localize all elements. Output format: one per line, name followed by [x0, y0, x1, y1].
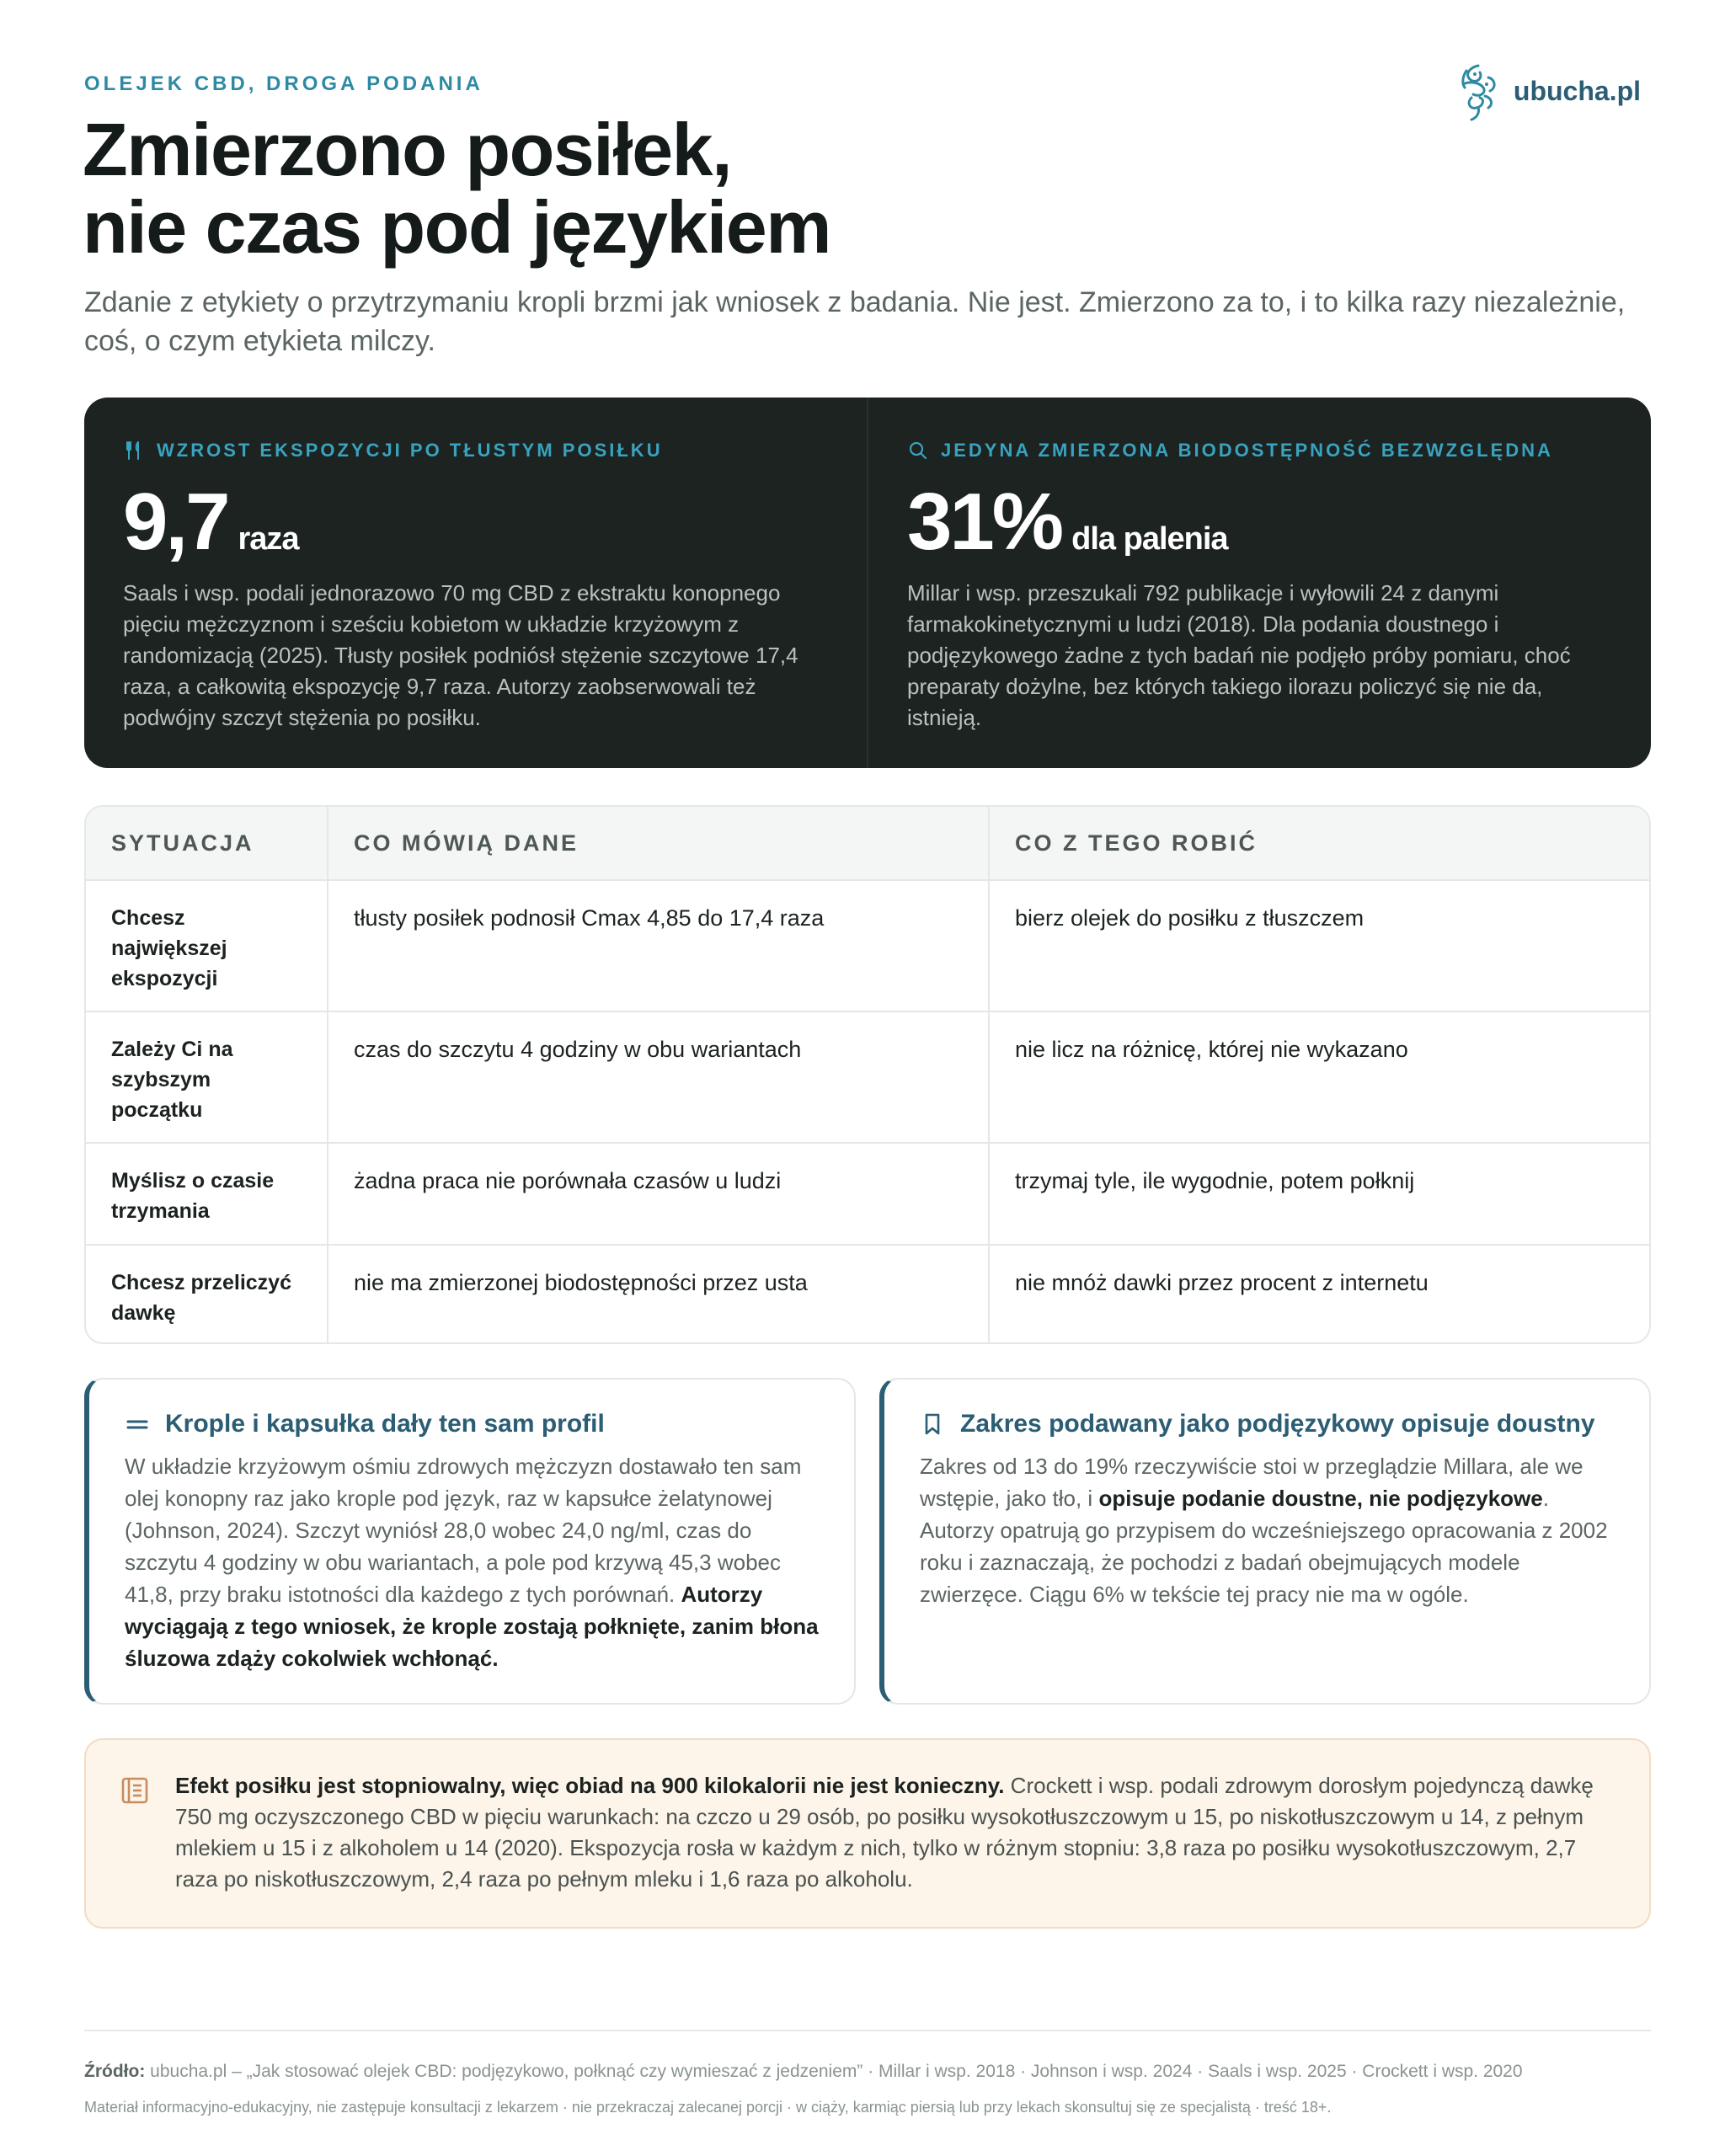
- stat-unit: dla palenia: [1071, 521, 1228, 557]
- brand-logo[interactable]: [1455, 59, 1641, 123]
- column-header-data: CO MÓWIĄ DANE: [328, 807, 990, 879]
- page-title: [83, 108, 830, 269]
- search-icon: [907, 440, 929, 462]
- note-lead: Efekt posiłku jest stopniowalny, więc obiad na 900 kilokalorii nie jest konieczny.: [175, 1773, 1005, 1798]
- bookmark-icon: [920, 1412, 945, 1437]
- stat-bioavailability: [867, 398, 1651, 768]
- table-cell-data: żadna praca nie porównała czasów u ludzi: [328, 1144, 990, 1244]
- table-header-row: [86, 807, 1649, 879]
- table-cell-data: czas do szczytu 4 godziny w obu wariantach: [328, 1012, 990, 1142]
- eyebrow: OLEJEK CBD, DROGA PODANIA: [84, 72, 483, 95]
- title-line-1: Zmierzono posiłek,: [83, 108, 732, 191]
- table-row: [86, 1244, 1649, 1344]
- table-cell-action: nie licz na różnicę, której nie wykazano: [1015, 1037, 1408, 1062]
- stat-description: Saals i wsp. podali jednorazowo 70 mg CBD z ekstraktu konopnego pięciu mężczyznom i sześciu kobietom w układzie krzyżowym z randomizacją (2025). Tłusty posiłek podniósł stężenie szczytowe 17,4 raza, a całkowitą ekspozycję 9,7 raza. Autorzy zaobserwowali też podwójny szczyt stężenia po posiłku.: [123, 580, 798, 730]
- table-row: [86, 1142, 1649, 1244]
- table-cell-data: tłusty posiłek podnosił Cmax 4,85 do 17,4 raza: [328, 881, 990, 1011]
- table-row: [86, 879, 1649, 1011]
- stat-label: JEDYNA ZMIERZONA BIODOSTĘPNOŚĆ BEZWZGLĘDNA: [907, 440, 1612, 462]
- stats-panel: [84, 398, 1651, 768]
- ubucha-logo-icon: [1455, 59, 1502, 123]
- note-text: Efekt posiłku jest stopniowalny, więc obiad na 900 kilokalorii nie jest konieczny. Crockett i wsp. podali zdrowym dorosłym pojedynczą dawkę 750 mg oczyszczonego CBD w pięciu warunkach: na czczo u 29 osób, po posiłku wysokotłuszczowym u 15, po niskotłuszczowym u 14, z pełnym mlekiem u 15 i z alkoholem u 14 (2020). Ekspozycja rosła w każdym z nich, tylko w różnym stopniu: 3,8 raza po posiłku wysokotłuszczowym, 2,7 raza po niskotłuszczowym, 2,4 raza po pełnym mleku i 1,6 raza po alkoholu.: [175, 1773, 1594, 1892]
- card-body: Zakres od 13 do 19% rzeczywiście stoi w przeglądzie Millara, ale we wstępie, jako tło, i opisuje podanie doustne, nie podjęzykowe. Autorzy opatrują go przypisem do wcześniejszego opracowania z 2002 roku i zaznaczają, że pochodzi z badań obejmujących modele zwierzęce. Ciągu 6% w tekście tej pracy nie ma w ogóle.: [920, 1454, 1608, 1607]
- notebook-icon: [120, 1775, 150, 1806]
- card-body: W układzie krzyżowym ośmiu zdrowych mężczyzn dostawało ten sam olej konopny raz jako krople pod język, raz w kapsułce żelatynowej (Johnson, 2024). Szczyt wyniósł 28,0 wobec 24,0 ng/ml, czas do szczytu 4 godziny w obu wariantach, a pole pod krzywą 45,3 wobec 41,8, przy braku istotności dla każdego z tych porównań. Autorzy wyciągają z tego wniosek, że krople zostają połknięte, zanim błona śluzowa zdąży cokolwiek wchłonąć.: [125, 1454, 819, 1671]
- table-cell-data: nie ma zmierzonej biodostępności przez usta: [328, 1246, 990, 1344]
- stat-number: 9,7: [123, 477, 228, 567]
- card-sublingual-range: [879, 1378, 1651, 1705]
- card-title: Zakres podawany jako podjęzykowy opisuje doustny: [920, 1410, 1614, 1438]
- lines-icon: [125, 1412, 150, 1437]
- stat-description: Millar i wsp. przeszukali 792 publikacje i wyłowili 24 z danymi farmakokinetycznymi u ludzi (2018). Dla podania doustnego i podjęzykowego żadne z tych badań nie podjęło próby pomiaru, choć preparaty dożylne, bez których takiego ilorazu policzyć się nie da, istnieją.: [907, 580, 1571, 730]
- stat-meal-exposure: [84, 398, 867, 768]
- meal-effect-note: [84, 1738, 1651, 1929]
- card-title: Krople i kapsułka dały ten sam profil: [125, 1410, 819, 1438]
- brand-name: ubucha.pl: [1513, 75, 1641, 106]
- table-cell-action: bierz olejek do posiłku z tłuszczem: [1015, 905, 1365, 931]
- situation-table: [84, 805, 1651, 1344]
- table-cell-situation: Chcesz największej ekspozycji: [86, 881, 328, 1011]
- table-cell-situation: Chcesz przeliczyć dawkę: [86, 1246, 328, 1344]
- table-cell-action: trzymaj tyle, ile wygodnie, potem połknij: [1015, 1168, 1415, 1193]
- table-cell-action: nie mnóż dawki przez procent z internetu: [1015, 1270, 1429, 1295]
- title-line-2: nie czas pod językiem: [83, 185, 830, 269]
- table-row: [86, 1011, 1649, 1142]
- stat-value: [907, 477, 1612, 567]
- disclaimer: Materiał informacyjno-edukacyjny, nie zastępuje konsultacji z lekarzem · nie przekraczaj zalecanej porcji · w ciąży, karmiąc piersią lub przy lekach skonsultuj się ze specjalistą · treść 18+.: [84, 2099, 1332, 2116]
- column-header-action: CO Z TEGO ROBIĆ: [1015, 830, 1258, 856]
- stat-label: WZROST EKSPOZYCJI PO TŁUSTYM POSIŁKU: [123, 440, 828, 462]
- footer-divider: [84, 2030, 1651, 2031]
- fork-knife-icon: [123, 440, 145, 462]
- stat-number: 31%: [907, 477, 1062, 567]
- table-cell-situation: Zależy Ci na szybszym początku: [86, 1012, 328, 1142]
- card-highlight: opisuje podanie doustne, nie podjęzykowe: [1098, 1486, 1543, 1511]
- table-cell-situation: Myślisz o czasie trzymania: [86, 1144, 328, 1244]
- stat-unit: raza: [238, 521, 299, 557]
- source-line: Źródło: ubucha.pl – „Jak stosować olejek CBD: podjęzykowo, połknąć czy wymieszać z jedzeniem” · Millar i wsp. 2018 · Johnson i wsp. 2024 · Saals i wsp. 2025 · Crockett i wsp. 2020: [84, 2062, 1523, 2081]
- lede-paragraph: Zdanie z etykiety o przytrzymaniu kropli brzmi jak wniosek z badania. Nie jest. Zmierzono za to, i to kilka razy niezależnie, coś, o czym etykieta milczy.: [84, 286, 1626, 357]
- stat-value: [123, 477, 828, 567]
- column-header-situation: SYTUACJA: [86, 807, 328, 879]
- card-drops-capsule: [84, 1378, 856, 1705]
- card-conclusion: Autorzy wyciągają z tego wniosek, że krople zostają połknięte, zanim błona śluzowa zdąży cokolwiek wchłonąć.: [125, 1582, 819, 1671]
